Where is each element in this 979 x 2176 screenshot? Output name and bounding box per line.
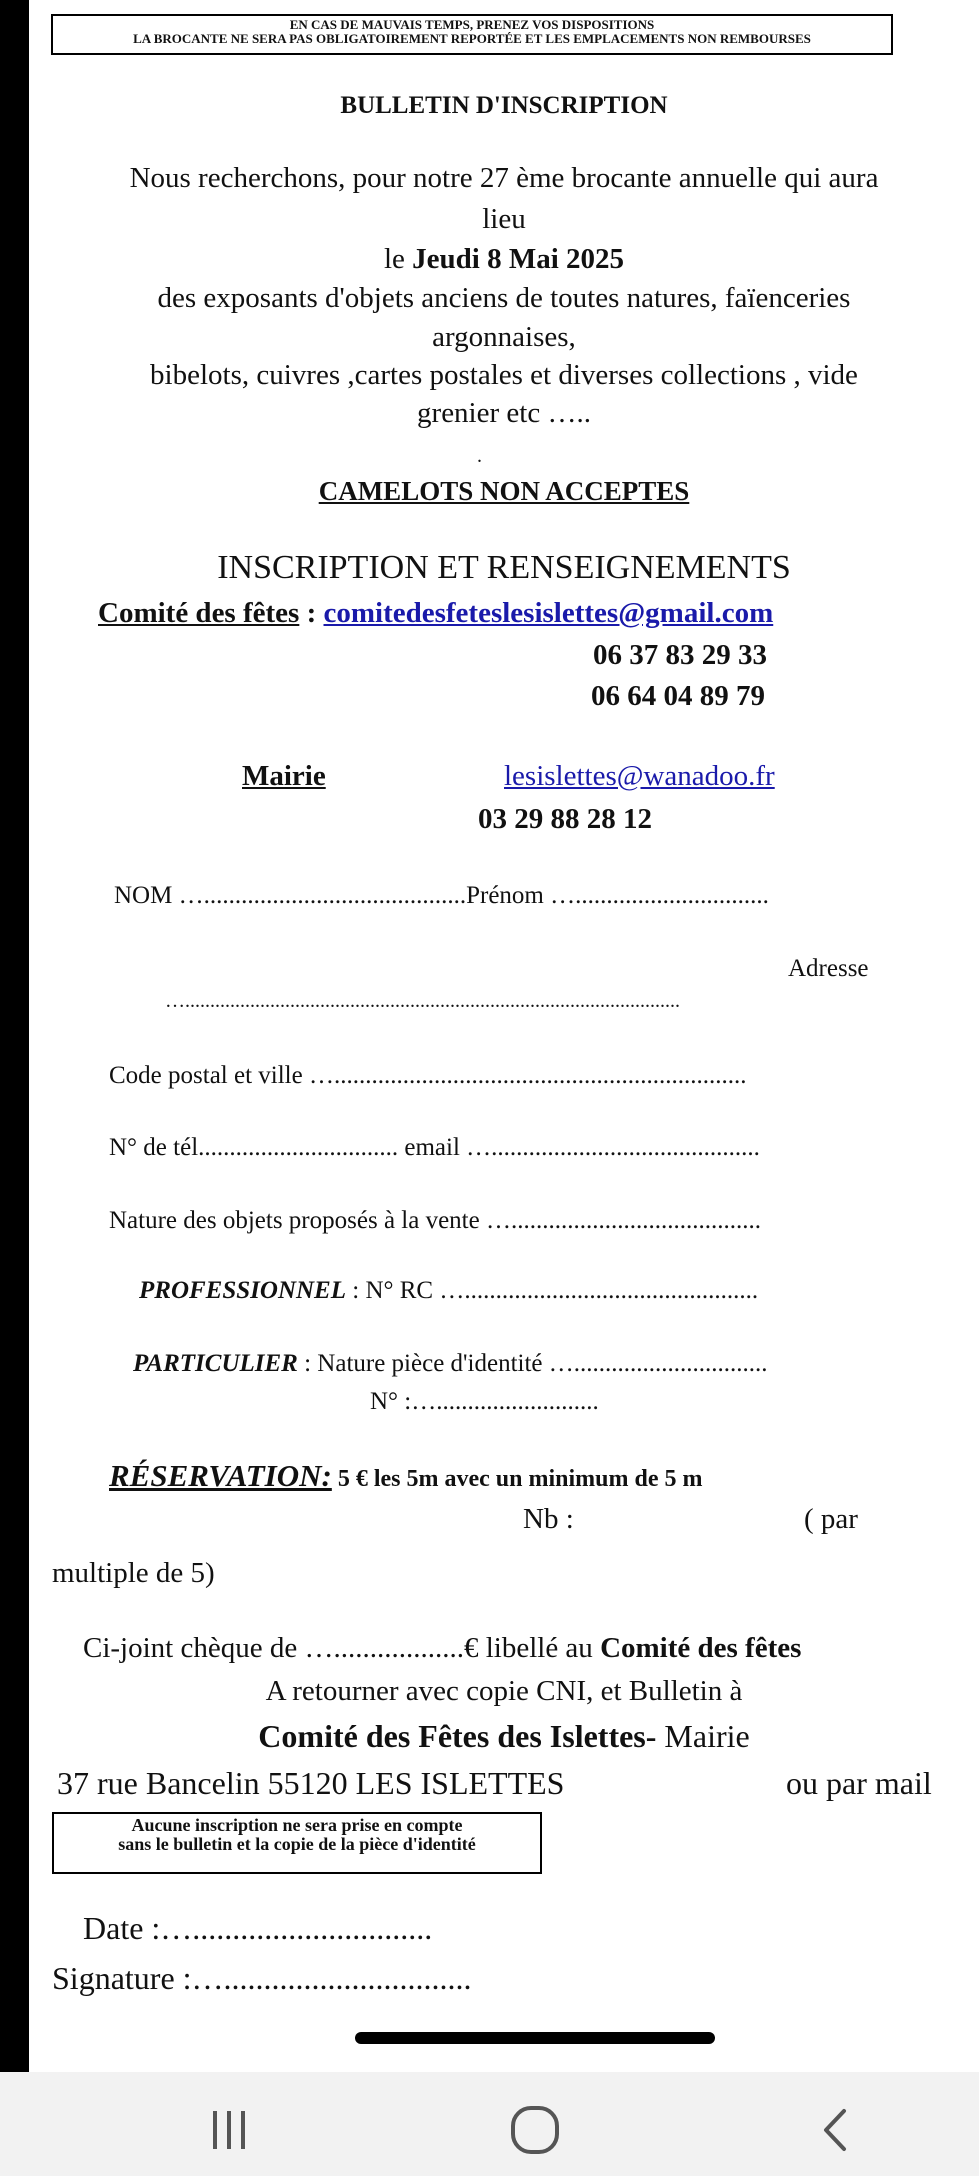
return-instructions: A retourner avec copie CNI, et Bulletin à: [265, 1675, 743, 1707]
intro-line-1: Nous recherchons, pour notre 27 ème brocante annuelle qui aura: [129, 162, 879, 194]
intro-line-5: argonnaises,: [432, 321, 576, 353]
cheque-amount: Ci-joint chèque de …..................€ libellé au: [83, 1632, 601, 1664]
warning-line-1: EN CAS DE MAUVAIS TEMPS, PRENEZ VOS DISPOSITIONS: [289, 17, 655, 32]
comite-contact-line: [98, 597, 773, 630]
intro-line-7: grenier etc …..: [417, 397, 591, 429]
left-edge-bar: [0, 0, 29, 2072]
comite-phone-1[interactable]: 06 37 83 29 33: [593, 639, 767, 671]
home-icon[interactable]: [507, 2102, 563, 2158]
nature-objets-field[interactable]: Nature des objets proposés à la vente …........................................: [109, 1207, 761, 1234]
mairie-label: Mairie: [242, 760, 326, 792]
recipient-name: Comité des Fêtes des Islettes-: [258, 1718, 657, 1754]
info-heading: INSCRIPTION ET RENSEIGNEMENTS: [217, 549, 791, 586]
tel-email-field[interactable]: N° de tél................................ email …...........................................: [109, 1134, 760, 1161]
gesture-home-bar[interactable]: [355, 2032, 715, 2044]
document-page: [29, 0, 979, 2072]
reservation-nb[interactable]: Nb :: [523, 1503, 574, 1535]
stray-dot: .: [477, 445, 482, 467]
back-icon[interactable]: [814, 2105, 858, 2155]
android-navigation-bar: [0, 2072, 979, 2176]
adresse-field[interactable]: …...................................................................................................: [165, 990, 680, 1012]
comite-label: Comité des fêtes: [98, 597, 300, 629]
cheque-payee: Comité des fêtes: [600, 1632, 802, 1664]
professionnel-rc: : N° RC …...............................................: [346, 1277, 759, 1304]
reservation-line: [109, 1458, 702, 1494]
reservation-par: ( par: [804, 1503, 858, 1535]
notice-line-2: sans le bulletin et la copie de la pièce d'identité: [118, 1833, 476, 1854]
bad-weather-warning-box: [51, 14, 893, 55]
particulier-field[interactable]: [133, 1350, 768, 1378]
reservation-price: 5 € les 5m avec un minimum de 5 m: [331, 1466, 703, 1492]
intro-line-6: bibelots, cuivres ,cartes postales et diverses collections , vide: [150, 359, 858, 391]
particulier-id-number-field[interactable]: N° :…..........................: [370, 1388, 599, 1415]
event-date-prefix: le: [383, 243, 413, 275]
code-postal-ville-field[interactable]: Code postal et ville …..................................................................: [109, 1062, 747, 1089]
mairie-email-link[interactable]: lesislettes@wanadoo.fr: [504, 760, 775, 792]
notice-line-1: Aucune inscription ne sera prise en compte: [131, 1815, 463, 1835]
recipient-mairie: Mairie: [656, 1718, 750, 1754]
comite-email-link[interactable]: comitedesfeteslesislettes@gmail.com: [323, 597, 774, 629]
registration-notice-box: [52, 1812, 542, 1874]
camelots-notice: CAMELOTS NON ACCEPTES: [318, 476, 690, 506]
event-date: Jeudi 8 Mai 2025: [412, 243, 625, 275]
nom-prenom-field[interactable]: NOM …..........................................Prénom …...............................: [114, 882, 769, 909]
comite-phone-2[interactable]: 06 64 04 89 79: [591, 680, 765, 712]
recent-apps-icon[interactable]: [205, 2105, 255, 2155]
warning-line-2: LA BROCANTE NE SERA PAS OBLIGATOIREMENT REPORTÉE ET LES EMPLACEMENTS NON REMBOURSES: [133, 30, 811, 46]
date-field[interactable]: Date :…..............................: [83, 1910, 433, 1946]
cheque-line[interactable]: [83, 1632, 801, 1665]
professionnel-label: PROFESSIONNEL: [139, 1277, 346, 1304]
or-by-mail: ou par mail: [786, 1765, 932, 1801]
particulier-label: PARTICULIER: [133, 1350, 298, 1377]
adresse-label: Adresse: [788, 955, 869, 982]
particulier-id-nature: : Nature pièce d'identité …...............................: [297, 1350, 768, 1377]
event-date-line: [29, 243, 979, 276]
reservation-multiple: multiple de 5): [52, 1557, 215, 1589]
page-title: BULLETIN D'INSCRIPTION: [340, 92, 668, 119]
signature-field[interactable]: Signature :…...............................: [52, 1960, 472, 1996]
intro-line-2: lieu: [482, 203, 526, 235]
return-recipient: [29, 1718, 979, 1755]
return-address: 37 rue Bancelin 55120 LES ISLETTES: [57, 1765, 565, 1801]
professionnel-field[interactable]: [139, 1277, 758, 1305]
mairie-phone[interactable]: 03 29 88 28 12: [478, 803, 652, 835]
reservation-label: RÉSERVATION:: [109, 1458, 332, 1493]
comite-separator: :: [299, 597, 324, 629]
intro-line-4: des exposants d'objets anciens de toutes natures, faïenceries: [157, 282, 851, 314]
